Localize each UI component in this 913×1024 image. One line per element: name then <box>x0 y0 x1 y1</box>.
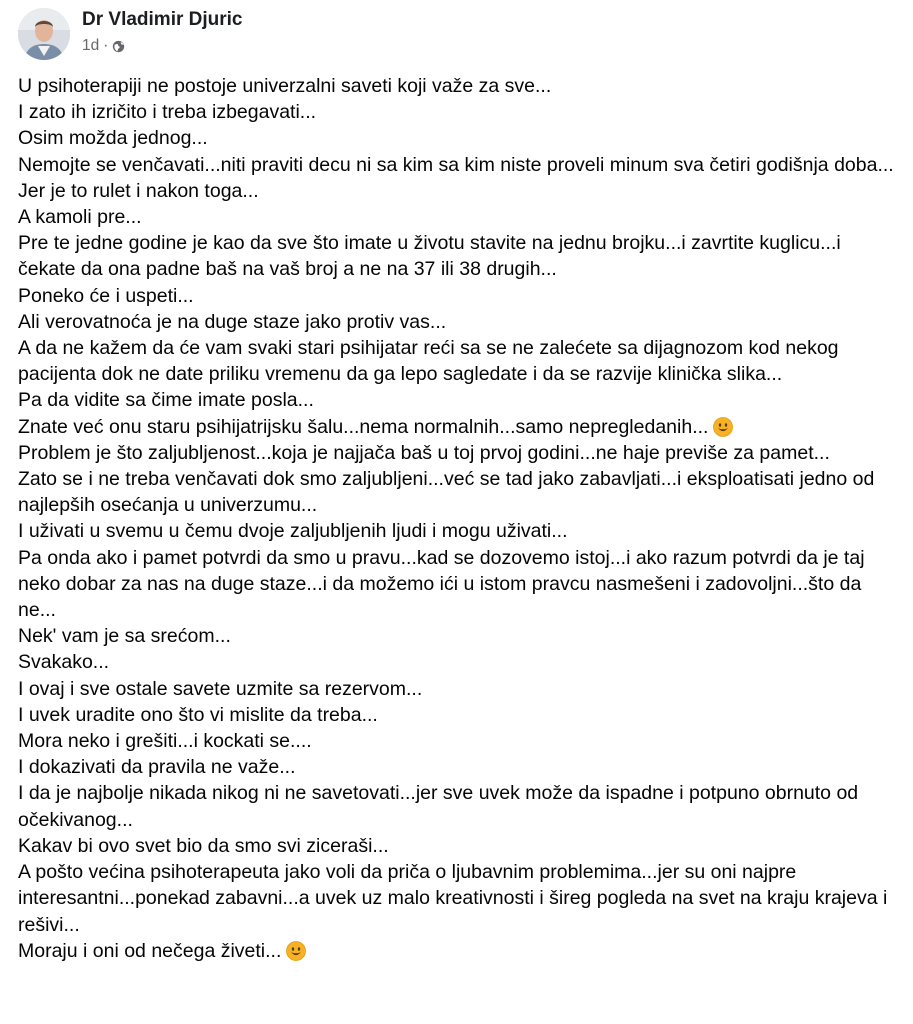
post-text-line <box>18 125 898 151</box>
post-text-line <box>18 859 898 938</box>
post-text-line-content: Znate već onu staru psihijatrijsku šalu...nema normalnih...samo nepregledanih... <box>18 415 709 438</box>
post-text-line <box>18 204 898 230</box>
post-text-line-content: A da ne kažem da će vam svaki stari psihijatar reći sa se ne zalećete sa dijagnozom kod nekog pacijenta dok ne date priliku vremenu da ga lepo sagledate i da se razvije klinička slika... <box>18 337 839 386</box>
smiley-emoji-icon <box>713 417 733 437</box>
post-text-line <box>18 440 898 466</box>
post-meta <box>82 37 125 55</box>
profile-photo-icon <box>18 8 70 60</box>
globe-icon[interactable] <box>112 40 125 53</box>
post-text-line-content: Pa onda ako i pamet potvrdi da smo u pravu...kad se dozovemo istoj...i ako razum potvrdi da je taj neko dobar za nas na duge staze...i da možemo ići u istom pravcu nasmešeni i zadovoljni...što da ne... <box>18 546 865 622</box>
post-text-line <box>18 545 898 624</box>
post-text-line <box>18 702 898 728</box>
post-text-line-content: U psihoterapiji ne postoje univerzalni saveti koji važe za sve... <box>18 75 552 97</box>
post-text-line <box>18 178 898 204</box>
post-text-line <box>18 518 898 544</box>
post-text-line-content: Nek' vam je sa srećom... <box>18 625 231 648</box>
post-text-line <box>18 283 898 309</box>
author-name[interactable]: Dr Vladimir Djuric <box>82 9 243 30</box>
post-text-line <box>18 833 898 859</box>
post-text-line-content: Nemojte se venčavati...niti praviti decu ni sa kim sa kim niste proveli minum sva četiri godišnja doba... <box>18 153 894 176</box>
smiley-emoji-icon <box>286 941 306 961</box>
post-text-line <box>18 676 898 702</box>
post-text-line-content: Pre te jedne godine je kao da sve što imate u životu stavite na jednu brojku...i zavrtite kuglicu...i čekate da ona padne baš na vaš broj a ne na 37 ili 38 drugih... <box>18 232 841 281</box>
post-text-line <box>18 152 898 178</box>
post-text-line-content: A kamoli pre... <box>18 206 142 229</box>
post-text-line-content: Moraju i oni od nečega živeti... <box>18 939 282 962</box>
post-text-line <box>18 73 898 99</box>
post-body <box>18 73 898 964</box>
post-text-line-content: Zato se i ne treba venčavati dok smo zaljubljeni...već se tad jako zabavljati...i eksploatisati jedno od najlepših osećanja u univerzumu... <box>18 468 875 517</box>
post-text-line-content: Kakav bi ovo svet bio da smo svi ziceraši... <box>18 834 389 857</box>
post-text-line-content: I uživati u svemu u čemu dvoje zaljubljenih ljudi i mogu uživati... <box>18 520 568 543</box>
post-text-line <box>18 387 898 413</box>
post-text-line-content: I da je najbolje nikada nikog ni ne savetovati...jer sve uvek može da ispadne i potpuno obrnuto od očekivanog... <box>18 782 859 831</box>
post-text-line-content: Poneko će i uspeti... <box>18 284 194 307</box>
post-text-line <box>18 754 898 780</box>
post-text-line <box>18 335 898 387</box>
post-text-line <box>18 649 898 675</box>
post-text-line-content: Jer je to rulet i nakon toga... <box>18 179 259 202</box>
post-text-line-content: Pa da vidite sa čime imate posla... <box>18 389 314 412</box>
author-avatar[interactable] <box>18 8 70 60</box>
post-text-line-content: Mora neko i grešiti...i kockati se.... <box>18 730 312 753</box>
post-text-line <box>18 780 898 832</box>
post-text-line-content: A pošto većina psihoterapeuta jako voli da priča o ljubavnim problemima...jer su oni najpre interesantni...ponekad zabavni...a uvek uz malo kreativnosti i šireg pogleda na svet na kraju krajeva i rešivi... <box>18 861 888 936</box>
post-text-line <box>18 99 898 125</box>
post-text-line <box>18 309 898 335</box>
post-text-line-content: Ali verovatnoća je na duge staze jako protiv vas... <box>18 310 447 333</box>
post-text-line <box>18 623 898 649</box>
post-text-line <box>18 414 898 440</box>
post-text-line-content: Osim možda jednog... <box>18 127 208 150</box>
post-text-line <box>18 938 898 964</box>
post-text-line <box>18 466 898 518</box>
post-text-line-content: I dokazivati da pravila ne važe... <box>18 756 296 779</box>
post-timestamp[interactable]: 1d <box>82 37 100 54</box>
post-text-line-content: I zato ih izričito i treba izbegavati... <box>18 101 317 124</box>
post-text-line <box>18 230 898 282</box>
post-text-line-content: Svakako... <box>18 651 110 674</box>
post-text-line-content: I uvek uradite ono što vi mislite da treba... <box>18 703 378 726</box>
post-text-line-content: I ovaj i sve ostale savete uzmite sa rezervom... <box>18 677 423 700</box>
post-text-line-content: Problem je što zaljubljenost...koja je najjača baš u toj prvoj godini...ne haje previše za pamet... <box>18 441 830 464</box>
meta-separator: · <box>103 37 109 54</box>
post-text-line <box>18 728 898 754</box>
